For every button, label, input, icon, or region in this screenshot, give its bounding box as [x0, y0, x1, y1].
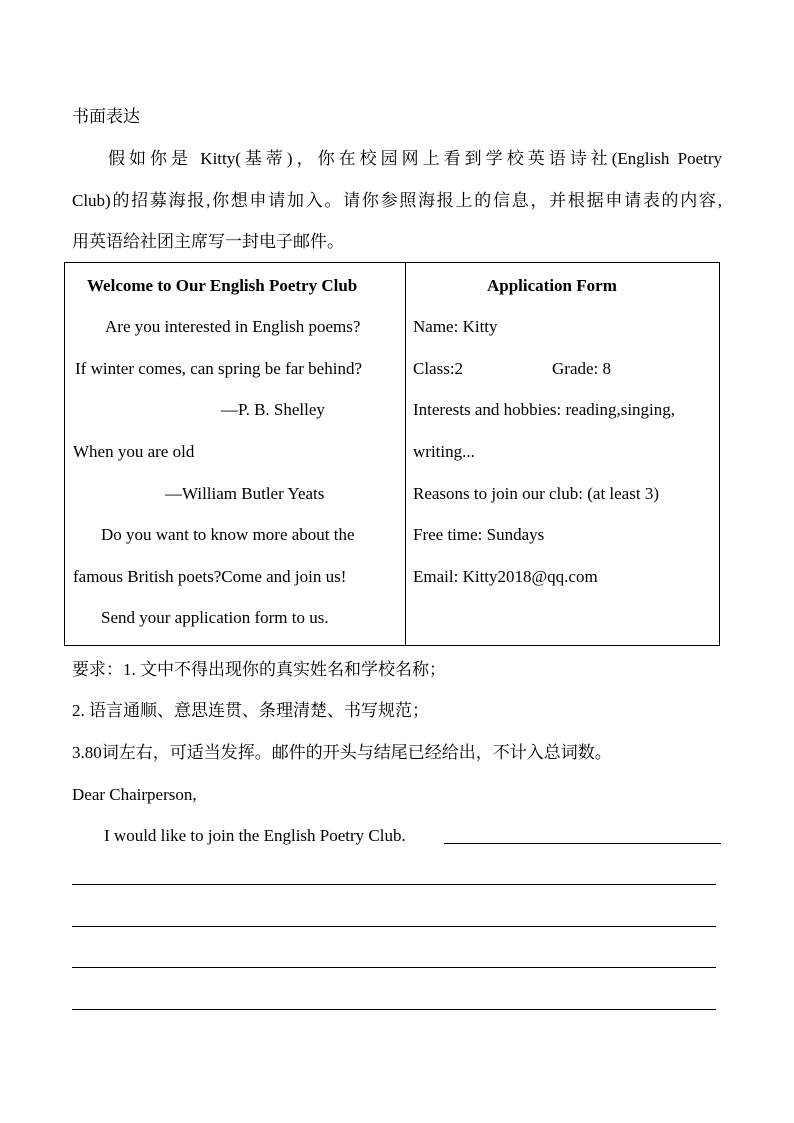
requirement-2: 2. 语言通顺、意思连贯、条理清楚、书写规范； — [72, 701, 429, 720]
writing-line-5[interactable] — [72, 1009, 716, 1010]
writing-line-3[interactable] — [72, 926, 716, 927]
writing-line-1[interactable] — [444, 843, 721, 844]
letter-salutation: Dear Chairperson, — [72, 785, 197, 804]
form-interests-line-1: Interests and hobbies: reading,singing, — [413, 400, 676, 419]
intro-line-1: 假如你是 Kitty(基蒂)，你在校园网上看到学校英语诗社(English Poetry — [108, 149, 722, 168]
letter-opening: I would like to join the English Poetry Club. — [104, 826, 406, 845]
table-column-divider — [405, 263, 406, 645]
intro-line-2: Club)的招募海报,你想申请加入。请你参照海报上的信息，并根据申请表的内容, — [72, 191, 722, 210]
form-free-time: Free time: Sundays — [413, 525, 545, 544]
form-class: Class:2 — [413, 359, 464, 378]
writing-line-4[interactable] — [72, 967, 716, 968]
poster-invite-line-2: famous British poets?Come and join us! — [73, 567, 347, 586]
form-grade: Grade: 8 — [552, 359, 612, 378]
poster-quote-1: If winter comes, can spring be far behind? — [75, 359, 362, 378]
intro-line-3: 用英语给社团主席写一封电子邮件。 — [72, 232, 344, 251]
requirement-1: 要求：1. 文中不得出现你的真实姓名和学校名称； — [72, 660, 446, 679]
poster-invite-line-1: Do you want to know more about the — [101, 525, 355, 544]
form-title: Application Form — [487, 276, 617, 295]
form-reasons: Reasons to join our club: (at least 3) — [413, 484, 659, 503]
requirement-3: 3.80词左右，可适当发挥。邮件的开头与结尾已经给出，不计入总词数。 — [72, 743, 612, 762]
poster-send-note: Send your application form to us. — [101, 608, 329, 627]
writing-line-2[interactable] — [72, 884, 716, 885]
form-interests-line-2: writing... — [413, 442, 475, 461]
poster-form-table — [64, 262, 720, 646]
form-email: Email: Kitty2018@qq.com — [413, 567, 598, 586]
section-heading: 书面表达 — [72, 107, 140, 126]
poster-title: Welcome to Our English Poetry Club — [87, 276, 358, 295]
poster-author-1: —P. B. Shelley — [221, 400, 325, 419]
form-name: Name: Kitty — [413, 317, 498, 336]
poster-question: Are you interested in English poems? — [105, 317, 361, 336]
poster-quote-2: When you are old — [73, 442, 195, 461]
poster-author-2: —William Butler Yeats — [165, 484, 325, 503]
